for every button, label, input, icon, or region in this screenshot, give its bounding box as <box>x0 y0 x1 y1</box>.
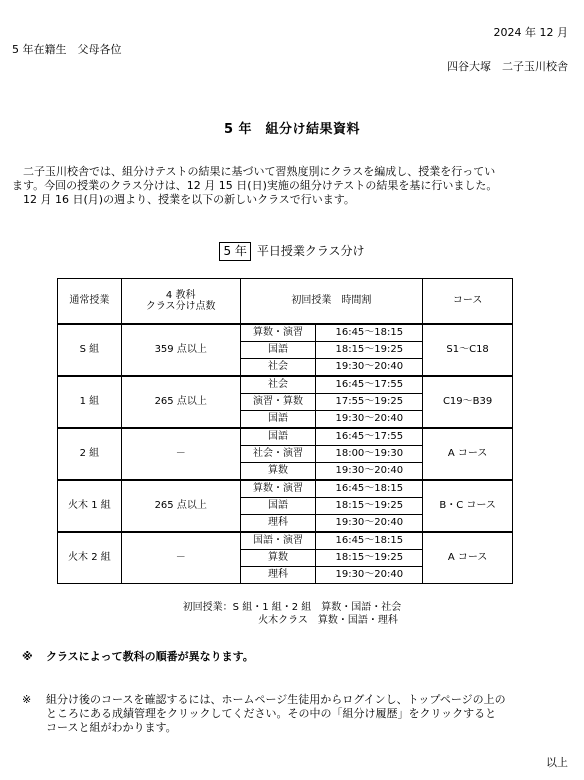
class-score: 265 点以上 <box>121 480 240 532</box>
table-row <box>58 480 513 498</box>
header-course: コース <box>423 279 513 325</box>
header-score-line: クラス分け点数 <box>145 301 216 312</box>
first-class-line: 火木クラス 算数・国語・理科 <box>258 614 398 626</box>
class-score: － <box>121 428 240 480</box>
class-score: 359 点以上 <box>121 324 240 376</box>
class-score: 265 点以上 <box>121 376 240 428</box>
note-subject-order <box>22 650 564 664</box>
table-row <box>58 532 513 550</box>
note-line: ところにある成績管理をクリックしてください。その中の「組分け履歴」をクリックすると <box>46 706 497 720</box>
table-subtitle <box>0 242 584 261</box>
time-cell: 18:15～19:25 <box>316 342 423 359</box>
subject-cell: 国語 <box>240 342 316 359</box>
class-name: 火木 2 組 <box>58 532 122 584</box>
table-row <box>58 324 513 342</box>
subject-cell: 理科 <box>240 515 316 533</box>
subtitle-text: 平日授業クラス分け <box>256 244 365 258</box>
subject-cell: 国語 <box>240 411 316 429</box>
time-cell: 18:15～19:25 <box>316 498 423 515</box>
header-score <box>121 279 240 325</box>
time-cell: 19:30～20:40 <box>316 359 423 377</box>
time-cell: 16:45～18:15 <box>316 480 423 498</box>
course-cell: S1～C18 <box>423 324 513 376</box>
note-mark: ※ <box>22 693 32 706</box>
note-text: クラスによって教科の順番が異なります。 <box>46 650 254 663</box>
intro-paragraph <box>12 165 568 206</box>
subject-cell: 社会 <box>240 376 316 394</box>
time-cell: 17:55～19:25 <box>316 394 423 411</box>
time-cell: 18:00～19:30 <box>316 446 423 463</box>
first-class-line: 初回授業：S 組・1 組・2 組 算数・国語・社会 <box>182 602 402 613</box>
class-score: － <box>121 532 240 584</box>
course-cell: C19～B39 <box>423 376 513 428</box>
course-cell: B・C コース <box>423 480 513 532</box>
intro-line: 12 月 16 日(月)の週より、授業を以下の新しいクラスで行います。 <box>12 192 355 206</box>
subject-cell: 国語・演習 <box>240 532 316 550</box>
document-title: 5 年 組分け結果資料 <box>223 122 361 137</box>
note-line: 組分け後のコースを確認するには、ホームページ生徒用からログインし、トップページの上の <box>46 693 506 706</box>
time-cell: 19:30～20:40 <box>316 463 423 481</box>
subject-cell: 国語 <box>240 428 316 446</box>
course-cell: A コース <box>423 532 513 584</box>
note-line: コースと組がわかります。 <box>46 720 177 734</box>
time-cell: 18:15～19:25 <box>316 550 423 567</box>
subject-cell: 算数 <box>240 463 316 481</box>
subject-cell: 算数 <box>240 550 316 567</box>
header-score-line: 4 教科 <box>165 289 196 301</box>
grade-box: 5 年 <box>219 242 250 261</box>
subject-cell: 社会 <box>240 359 316 377</box>
time-cell: 16:45～17:55 <box>316 428 423 446</box>
closing-text: 以上 <box>546 756 568 769</box>
intro-line: 二子玉川校舎では、組分けテストの結果に基づいて習熟度別にクラスを編成し、授業を行ってい <box>12 165 496 178</box>
first-class-notes <box>0 602 584 627</box>
document-date: 2024 年 12 月 <box>493 26 568 39</box>
intro-line: ます。今回の授業のクラス分けは、12 月 15 日(日)実施の組分けテストの結果を基に行いました。 <box>12 178 498 192</box>
time-cell: 19:30～20:40 <box>316 515 423 533</box>
header-class: 通常授業 <box>58 279 122 325</box>
subject-cell: 算数・演習 <box>240 324 316 342</box>
note-mark: ※ <box>22 650 33 663</box>
subject-cell: 社会・演習 <box>240 446 316 463</box>
class-name: 火木 1 組 <box>58 480 122 532</box>
table-row <box>58 376 513 394</box>
table-row <box>58 428 513 446</box>
header-schedule: 初回授業 時間割 <box>240 279 423 325</box>
subject-cell: 国語 <box>240 498 316 515</box>
class-schedule-table <box>57 278 513 584</box>
class-name: 2 組 <box>58 428 122 480</box>
subject-cell: 算数・演習 <box>240 480 316 498</box>
subject-cell: 演習・算数 <box>240 394 316 411</box>
class-name: 1 組 <box>58 376 122 428</box>
time-cell: 19:30～20:40 <box>316 567 423 584</box>
course-cell: A コース <box>423 428 513 480</box>
time-cell: 16:45～17:55 <box>316 376 423 394</box>
table-header-row <box>58 279 513 325</box>
time-cell: 16:45～18:15 <box>316 532 423 550</box>
recipients: 5 年在籍生 父母各位 <box>12 43 122 56</box>
time-cell: 19:30～20:40 <box>316 411 423 429</box>
subject-cell: 理科 <box>240 567 316 584</box>
note-course-check <box>22 693 564 734</box>
time-cell: 16:45～18:15 <box>316 324 423 342</box>
class-name: S 組 <box>58 324 122 376</box>
school-name: 四谷大塚 二子玉川校舎 <box>447 60 568 73</box>
